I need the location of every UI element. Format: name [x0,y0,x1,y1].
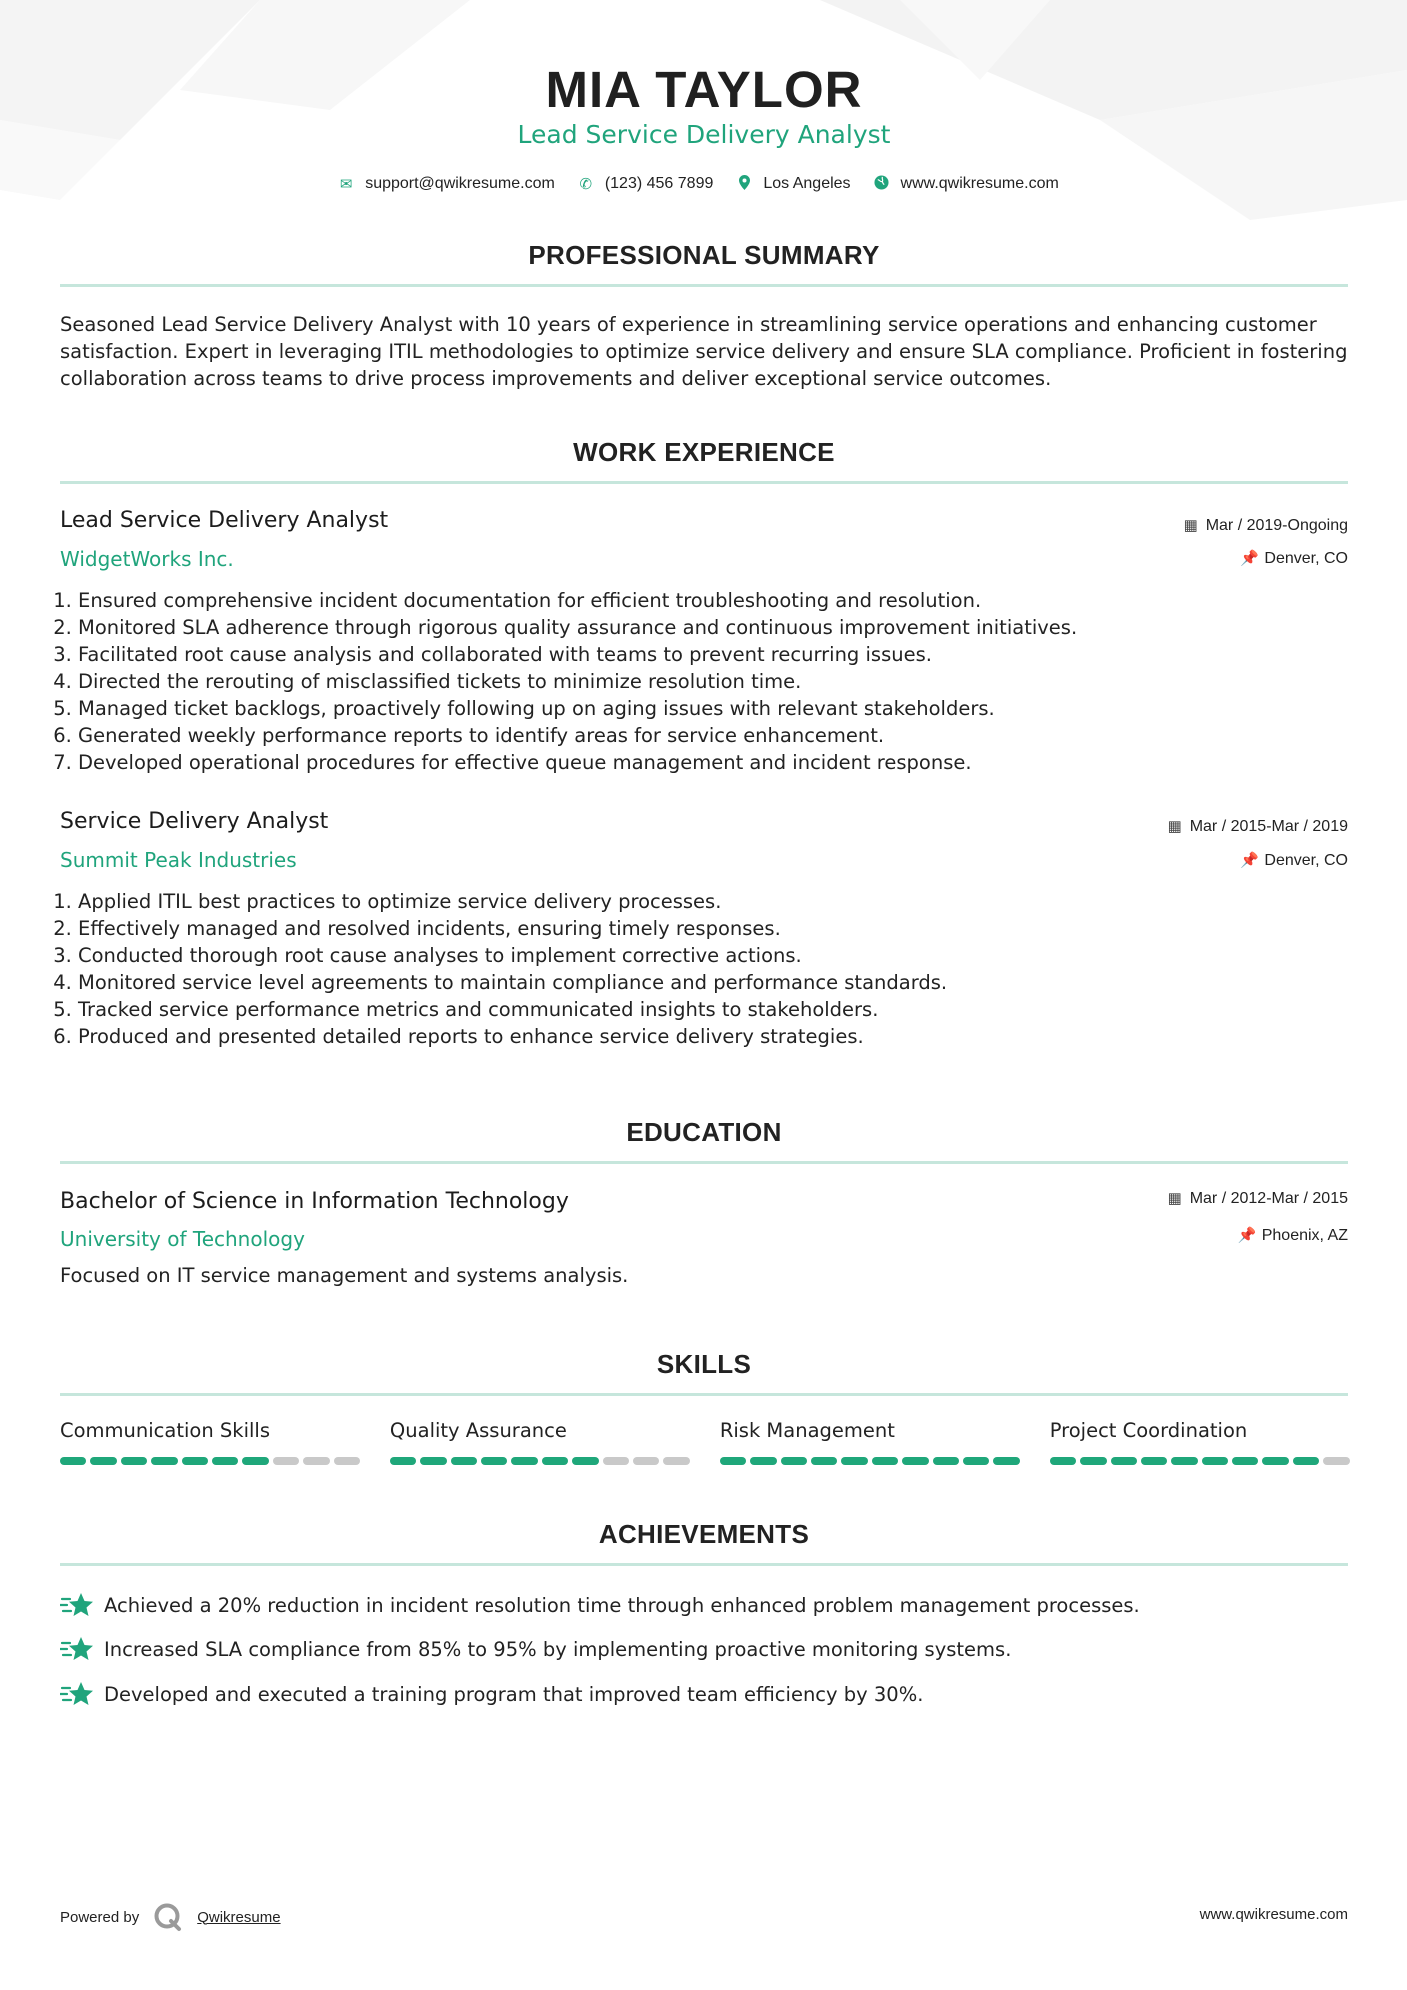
job-location-text: Denver, CO [1264,550,1348,567]
job-dates [1182,516,1348,535]
skill-segment-filled [1141,1457,1167,1465]
skill-segment-filled [90,1457,116,1465]
list-item: 7. Developed operational procedures for effective queue management and incident response. [78,749,1348,776]
skill-segment-filled [242,1457,268,1465]
contact-location [735,175,850,194]
job-company: Summit Peak Industries [60,848,297,872]
skill-segment-filled [481,1457,507,1465]
list-item: 2. Monitored SLA adherence through rigorous quality assurance and continuous improvement initiatives. [78,614,1348,641]
skill-segment-filled [1171,1457,1197,1465]
list-item: 6. Produced and presented detailed reports to enhance service delivery strategies. [78,1023,1348,1050]
education-school: University of Technology [60,1227,305,1251]
skill-segment-filled [933,1457,959,1465]
list-item: 5. Tracked service performance metrics and communicated insights to stakeholders. [78,996,1348,1023]
skill-level-bar [720,1457,1020,1465]
skill-segment-filled [781,1457,807,1465]
contact-bar [60,173,1348,195]
list-item: 4. Directed the rerouting of misclassified tickets to minimize resolution time. [78,668,1348,695]
skill-segment-filled [572,1457,598,1465]
footer-powered-by [60,1902,281,1932]
achievement-text: Increased SLA compliance from 85% to 95% by implementing proactive monitoring systems. [104,1637,1012,1661]
list-item: 5. Managed ticket backlogs, proactively following up on aging issues with relevant stakeholders. [78,695,1348,722]
skill-segment-empty [603,1457,629,1465]
education-location-text: Phoenix, AZ [1261,1227,1348,1244]
skill-segment-filled [121,1457,147,1465]
star-badge-icon [60,1679,94,1709]
skill-segment-filled [1111,1457,1137,1465]
skill-name: Project Coordination [1049,1419,1248,1442]
skill-segment-filled [1262,1457,1288,1465]
skill-item [1050,1419,1350,1465]
job-dates-text: Mar / 2015-Mar / 2019 [1189,818,1348,835]
skill-segment-filled [872,1457,898,1465]
skill-segment-filled [1232,1457,1258,1465]
skill-segment-empty [303,1457,329,1465]
skill-name: Quality Assurance [389,1419,567,1442]
job-company: WidgetWorks Inc. [60,547,234,571]
experience-divider [60,481,1348,484]
list-item: 1. Applied ITIL best practices to optimize service delivery processes. [78,888,1348,915]
skill-segment-filled [1050,1457,1076,1465]
job-dates-text: Mar / 2019-Ongoing [1205,517,1348,534]
skill-segment-filled [993,1457,1019,1465]
skill-segment-filled [902,1457,928,1465]
pushpin-icon: 📌 [1237,1227,1257,1244]
skill-segment-empty [273,1457,299,1465]
achievement-text: Developed and executed a training program that improved team efficiency by 30%. [104,1682,924,1706]
education-degree: Bachelor of Science in Information Technology [60,1189,569,1214]
skill-level-bar [60,1457,360,1465]
email-text: support@qwikresume.com [365,175,555,192]
skill-segment-filled [1080,1457,1106,1465]
job-location [1240,549,1348,568]
brand-link[interactable]: Qwikresume [197,1908,281,1926]
skill-segment-filled [212,1457,238,1465]
list-item: 1. Ensured comprehensive incident documentation for efficient troubleshooting and resolution. [78,587,1348,614]
experience-heading: WORK EXPERIENCE [573,437,835,467]
list-item: 4. Monitored service level agreements to maintain compliance and performance standards. [78,969,1348,996]
location-text: Los Angeles [763,175,851,192]
job-location-text: Denver, CO [1264,852,1348,869]
candidate-role: Lead Service Delivery Analyst [517,120,891,149]
skill-segment-filled [1202,1457,1228,1465]
skill-segment-filled [60,1457,86,1465]
skill-segment-filled [390,1457,416,1465]
list-item: 3. Conducted thorough root cause analyses to implement corrective actions. [78,942,1348,969]
skill-segment-filled [963,1457,989,1465]
phone-icon: ✆ [579,176,593,193]
globe-icon [873,175,891,194]
skill-segment-empty [633,1457,659,1465]
skill-segment-filled [811,1457,837,1465]
job-dates [1166,817,1348,836]
achievements-divider [60,1563,1348,1566]
skill-segment-filled [151,1457,177,1465]
skill-name: Risk Management [719,1419,895,1442]
achievement-item [60,1634,1348,1664]
map-pin-icon [735,175,753,194]
contact-website[interactable] [873,175,1059,194]
list-item: 3. Facilitated root cause analysis and collaborated with teams to prevent recurring issues. [78,641,1348,668]
achievements-heading: ACHIEVEMENTS [598,1519,810,1549]
education-location [1238,1226,1348,1245]
pushpin-icon: 📌 [1240,550,1260,567]
envelope-icon: ✉ [339,176,353,193]
education-dates [1166,1189,1348,1208]
contact-phone[interactable] [577,175,714,193]
skill-segment-filled [182,1457,208,1465]
skill-segment-filled [1293,1457,1319,1465]
summary-heading: PROFESSIONAL SUMMARY [528,240,880,270]
candidate-name: MIA TAYLOR [545,61,863,118]
pushpin-icon: 📌 [1240,852,1260,869]
list-item: 2. Effectively managed and resolved incidents, ensuring timely responses. [78,915,1348,942]
education-dates-text: Mar / 2012-Mar / 2015 [1189,1190,1348,1207]
phone-text: (123) 456 7899 [604,175,714,192]
skill-segment-filled [542,1457,568,1465]
skill-segment-empty [334,1457,360,1465]
job-bullets [60,888,1348,1050]
skill-level-bar [1050,1457,1350,1465]
skill-segment-filled [720,1457,746,1465]
summary-text: Seasoned Lead Service Delivery Analyst with 10 years of experience in streamlining service operations and enhancing customer satisfaction. Expert in leveraging ITIL methodologies to optimize service delivery and ensure SLA compliance. Proficient in fostering collaboration across teams to drive process improvements and deliver exceptional service outcomes. [60,313,1348,390]
summary-divider [60,284,1348,287]
skills-divider [60,1393,1348,1396]
skill-segment-filled [511,1457,537,1465]
job-title: Lead Service Delivery Analyst [60,508,389,533]
achievement-item [60,1679,1348,1709]
footer-website[interactable]: www.qwikresume.com [1199,1906,1348,1923]
skill-item [720,1419,1020,1465]
skill-segment-empty [1323,1457,1349,1465]
star-badge-icon [60,1634,94,1664]
skills-heading: SKILLS [656,1349,752,1379]
calendar-icon: ▦ [1167,818,1182,835]
job-title: Service Delivery Analyst [60,809,329,834]
education-divider [60,1161,1348,1164]
skill-segment-filled [841,1457,867,1465]
skill-item [60,1419,360,1465]
qwikresume-logo-icon [153,1902,183,1932]
education-heading: EDUCATION [626,1117,782,1147]
skill-item [390,1419,690,1465]
skill-name: Communication Skills [60,1419,270,1442]
education-description: Focused on IT service management and systems analysis. [60,1264,629,1287]
calendar-icon: ▦ [1167,1190,1182,1207]
job-bullets [60,587,1348,776]
skill-level-bar [390,1457,690,1465]
skills-list [60,1419,1348,1465]
achievement-text: Achieved a 20% reduction in incident resolution time through enhanced problem management processes. [104,1593,1140,1617]
achievement-item [60,1590,1348,1620]
skill-segment-empty [663,1457,689,1465]
website-text: www.qwikresume.com [900,175,1059,192]
skill-segment-filled [451,1457,477,1465]
contact-email[interactable] [337,175,555,193]
list-item: 6. Generated weekly performance reports to identify areas for service enhancement. [78,722,1348,749]
skill-segment-filled [420,1457,446,1465]
calendar-icon: ▦ [1183,517,1198,534]
star-badge-icon [60,1590,94,1620]
skill-segment-filled [750,1457,776,1465]
job-location [1240,851,1348,870]
powered-by-label: Powered by [60,1908,140,1926]
